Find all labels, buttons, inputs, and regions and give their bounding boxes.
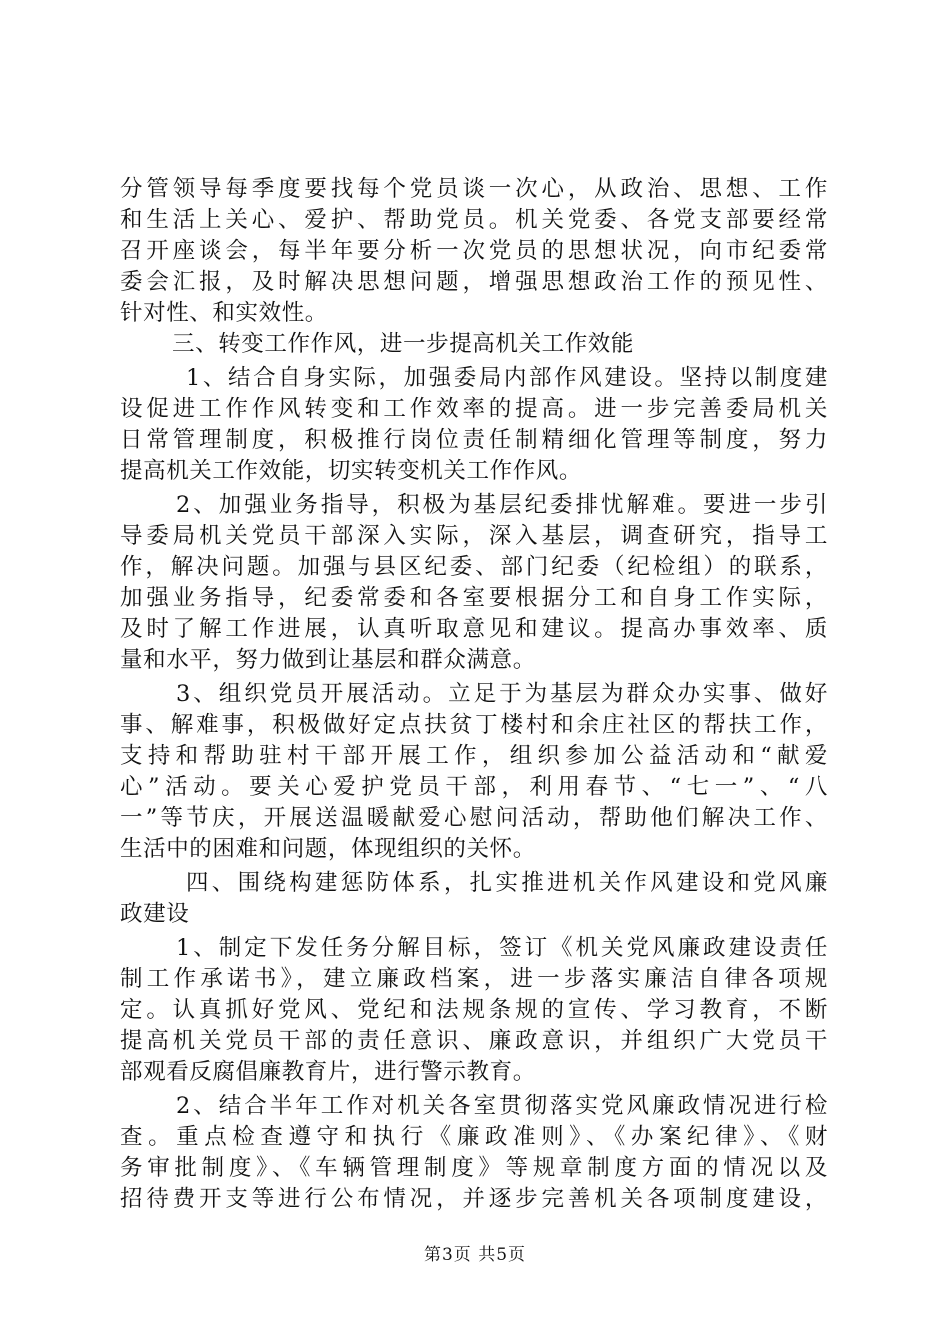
- text-line: 日常管理制度，积极推行岗位责任制精细化管理等制度，努力: [120, 427, 828, 453]
- text-line: 定。认真抓好党风、党纪和法规条规的宣传、学习教育，不断: [120, 997, 828, 1023]
- text-line: 设促进工作作风转变和工作效率的提高。进一步完善委局机关: [120, 396, 828, 422]
- text-line: 生活中的困难和问题，体现组织的关怀。: [120, 836, 536, 862]
- text-line: 委会汇报，及时解决思想问题，增强思想政治工作的预见性、: [120, 269, 828, 295]
- section-heading: 四、围绕构建惩防体系，扎实推进机关作风建设和党风廉: [186, 870, 828, 896]
- text-line: 2、结合半年工作对机关各室贯彻落实党风廉政情况进行检: [176, 1093, 828, 1119]
- text-line: 务审批制度》、《车辆管理制度》等规章制度方面的情况以及: [120, 1155, 828, 1181]
- text-line: 心”活动。要关心爱护党员干部，利用春节、“七一”、“八: [120, 774, 828, 800]
- text-line: 1、结合自身实际，加强委局内部作风建设。坚持以制度建: [186, 365, 828, 391]
- text-line: 支持和帮助驻村干部开展工作，组织参加公益活动和“献爱: [120, 743, 828, 769]
- text-line: 和生活上关心、爱护、帮助党员。机关党委、各党支部要经常: [120, 207, 828, 233]
- text-line: 量和水平，努力做到让基层和群众满意。: [120, 647, 536, 673]
- text-line: 查。重点检查遵守和执行《廉政准则》、《办案纪律》、《财: [120, 1124, 828, 1150]
- text-line: 及时了解工作进展，认真听取意见和建议。提高办事效率、质: [120, 616, 828, 642]
- section-heading: 政建设: [120, 901, 190, 927]
- text-line: 提高机关党员干部的责任意识、廉政意识，并组织广大党员干: [120, 1028, 828, 1054]
- text-line: 召开座谈会，每半年要分析一次党员的思想状况，向市纪委常: [120, 238, 828, 264]
- text-line: 制工作承诺书》，建立廉政档案，进一步落实廉洁自律各项规: [120, 966, 828, 992]
- section-heading: 三、转变工作作风，进一步提高机关工作效能: [172, 331, 635, 357]
- text-line: 导委局机关党员干部深入实际，深入基层，调查研究，指导工: [120, 523, 828, 549]
- text-line: 针对性、和实效性。: [120, 300, 328, 326]
- document-body: [120, 174, 828, 1215]
- text-line: 分管领导每季度要找每个党员谈一次心，从政治、思想、工作: [120, 176, 828, 202]
- text-line: 1、制定下发任务分解目标，签订《机关党风廉政建设责任: [176, 935, 828, 961]
- text-line: 一”等节庆，开展送温暖献爱心慰问活动，帮助他们解决工作、: [120, 805, 828, 831]
- text-line: 加强业务指导，纪委常委和各室要根据分工和自身工作实际，: [120, 585, 828, 611]
- text-line: 部观看反腐倡廉教育片，进行警示教育。: [120, 1059, 536, 1085]
- text-line: 3、组织党员开展活动。立足于为基层为群众办实事、做好: [176, 681, 828, 707]
- text-line: 提高机关工作效能，切实转变机关工作作风。: [120, 458, 583, 484]
- text-line: 作，解决问题。加强与县区纪委、部门纪委（纪检组）的联系，: [120, 554, 828, 580]
- text-line: 招待费开支等进行公布情况，并逐步完善机关各项制度建设，: [120, 1186, 828, 1212]
- page-number-footer: 第3页 共5页: [423, 1245, 527, 1265]
- text-line: 事、解难事，积极做好定点扶贫丁楼村和余庄社区的帮扶工作，: [120, 712, 828, 738]
- text-line: 2、加强业务指导，积极为基层纪委排忧解难。要进一步引: [176, 492, 828, 518]
